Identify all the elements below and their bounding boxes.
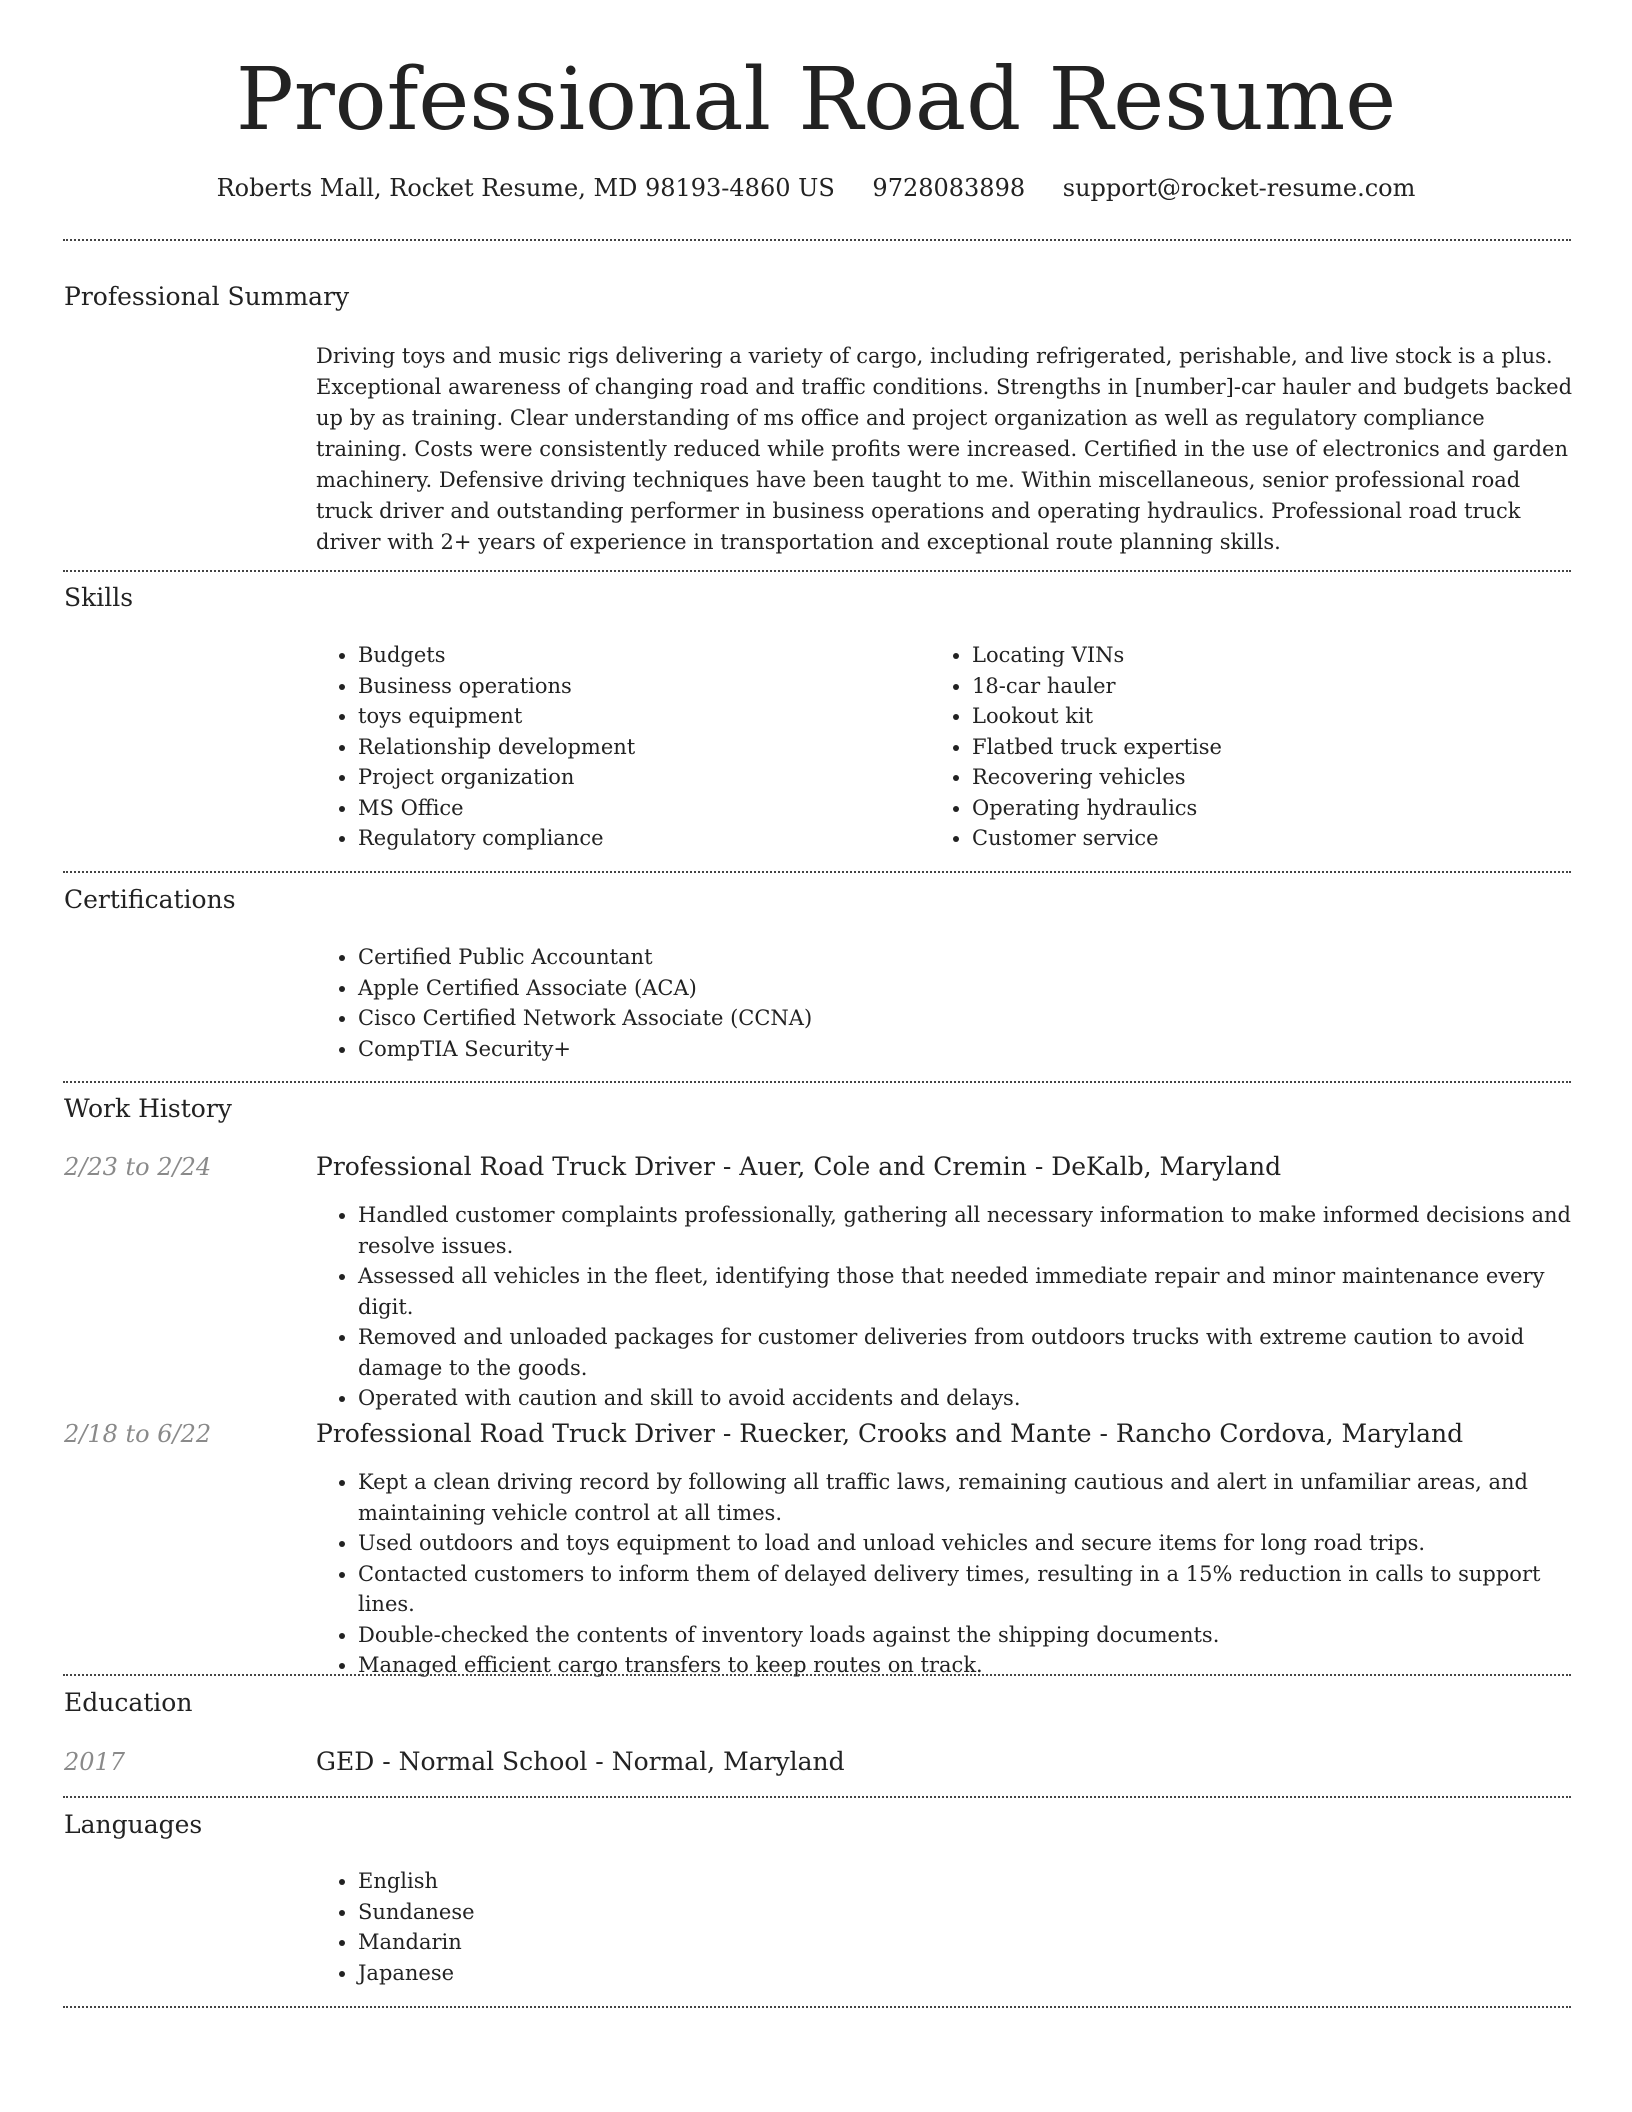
list-item: • Kept a clean driving record by following all traffic laws, remaining cautious and alert in unfamiliar areas, and maintaining vehicle control at all times. — [358, 1467, 1598, 1528]
languages-list — [314, 1866, 958, 1988]
list-item: • Assessed all vehicles in the fleet, identifying those that needed immediate repair and minor maintenance every digit. — [358, 1261, 1598, 1322]
resume-title: Professional Road Resume — [235, 50, 1397, 150]
list-item: • English — [358, 1866, 958, 1897]
list-item: • Relationship development — [358, 732, 918, 763]
section-divider — [63, 871, 1571, 873]
list-item: • Cisco Certified Network Associate (CCNA) — [358, 1003, 1258, 1034]
list-item: • Double-checked the contents of inventory loads against the shipping documents. — [358, 1620, 1598, 1651]
list-item: • Business operations — [358, 671, 918, 702]
languages-heading: Languages — [64, 1810, 203, 1839]
section-divider — [63, 1796, 1571, 1798]
skills-list-right — [928, 640, 1532, 854]
education-heading: Education — [64, 1688, 193, 1717]
list-item: • Apple Certified Associate (ACA) — [358, 973, 1258, 1004]
work-heading: Work History — [64, 1094, 232, 1123]
list-item: • Lookout kit — [972, 701, 1532, 732]
job-title: Professional Road Truck Driver - Auer, Cole and Cremin - DeKalb, Maryland — [316, 1152, 1282, 1181]
section-divider — [63, 1674, 1571, 1676]
list-item: • Project organization — [358, 762, 918, 793]
job-dates: 2/18 to 6/22 — [64, 1420, 212, 1448]
certifications-heading: Certifications — [64, 885, 236, 914]
list-item: • Flatbed truck expertise — [972, 732, 1532, 763]
list-item: • CompTIA Security+ — [358, 1034, 1258, 1065]
job-bullets — [314, 1200, 1598, 1414]
list-item: • Customer service — [972, 823, 1532, 854]
list-item: • Recovering vehicles — [972, 762, 1532, 793]
summary-heading: Professional Summary — [64, 282, 350, 311]
list-item: • Regulatory compliance — [358, 823, 918, 854]
summary-text: Driving toys and music rigs delivering a variety of cargo, including refrigerated, perishable, and live stock is a plus. Exceptional awareness of changing road and traffic conditions. Strengths in [number]-car hauler and budgets backed up by as training. Clear understanding of ms office and project organization as well as regulatory compliance training. Costs were consistently reduced while profits were increased. Certified in the use of electronics and garden machinery. Defensive driving techniques have been taught to me. Within miscellaneous, senior professional road truck driver and outstanding performer in business operations and operating hydraulics. Professional road truck driver with 2+ years of experience in transportation and exceptional route planning skills. — [316, 344, 1573, 554]
section-divider — [63, 1081, 1571, 1083]
list-item: • Operating hydraulics — [972, 793, 1532, 824]
skills-list-left — [314, 640, 918, 854]
list-item: • Managed efficient cargo transfers to keep routes on track. — [358, 1650, 1598, 1681]
job-title: Professional Road Truck Driver - Ruecker, Crooks and Mante - Rancho Cordova, Maryland — [316, 1419, 1464, 1448]
contact-address: Roberts Mall, Rocket Resume, MD 98193-4860 US — [216, 174, 835, 202]
education-degree: GED - Normal School - Normal, Maryland — [316, 1747, 845, 1776]
skills-heading: Skills — [64, 583, 134, 612]
list-item: • Mandarin — [358, 1927, 958, 1958]
list-item: • Certified Public Accountant — [358, 942, 1258, 973]
list-item: • Used outdoors and toys equipment to load and unload vehicles and secure items for long road trips. — [358, 1528, 1598, 1559]
list-item: • Contacted customers to inform them of delayed delivery times, resulting in a 15% reduction in calls to support lines. — [358, 1559, 1598, 1620]
list-item: • Operated with caution and skill to avoid accidents and delays. — [358, 1383, 1598, 1414]
certifications-list — [314, 942, 1258, 1064]
list-item: • Sundanese — [358, 1897, 958, 1928]
list-item: • Budgets — [358, 640, 918, 671]
list-item: • Locating VINs — [972, 640, 1532, 671]
section-divider — [63, 570, 1571, 572]
job-bullets — [314, 1467, 1598, 1681]
contact-phone: 9728083898 — [872, 174, 1026, 202]
contact-line — [0, 170, 1632, 206]
list-item: • 18-car hauler — [972, 671, 1532, 702]
job-dates: 2/23 to 2/24 — [64, 1153, 212, 1181]
contact-email: support@rocket-resume.com — [1062, 174, 1416, 202]
list-item: • Handled customer complaints professionally, gathering all necessary information to make informed decisions and resolve issues. — [358, 1200, 1598, 1261]
list-item: • MS Office — [358, 793, 918, 824]
list-item: • Removed and unloaded packages for customer deliveries from outdoors trucks with extreme caution to avoid damage to the goods. — [358, 1322, 1598, 1383]
list-item: • Japanese — [358, 1958, 958, 1989]
section-divider — [63, 2006, 1571, 2008]
section-divider — [63, 239, 1571, 241]
education-year: 2017 — [64, 1748, 126, 1776]
list-item: • toys equipment — [358, 701, 918, 732]
